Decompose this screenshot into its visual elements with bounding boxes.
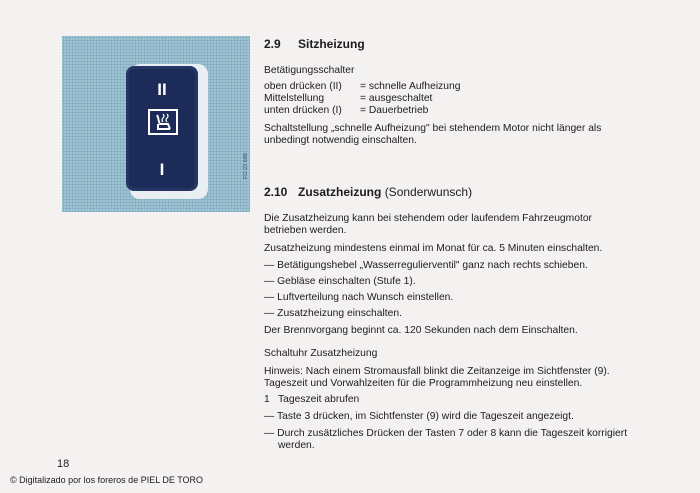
- hint-line-2: Tageszeit und Vorwahlzeiten für die Programmheizung neu einstellen.: [264, 378, 583, 389]
- section-29-note-1: Schaltstellung „schnelle Aufheizung" bei stehendem Motor nicht länger als: [264, 123, 602, 134]
- timer-title: Schaltuhr Zusatzheizung: [264, 348, 378, 359]
- section-29-heading: [264, 37, 365, 51]
- section-29-subtitle: Betätigungsschalter: [264, 65, 355, 76]
- step-item: — Luftverteilung nach Wunsch einstellen.: [264, 292, 454, 303]
- section-29-note-2: unbedingt notwendig einschalten.: [264, 135, 417, 146]
- section-29-title: Sitzheizung: [298, 37, 365, 51]
- switch-illustration: [62, 36, 250, 212]
- list-item: [264, 394, 359, 406]
- hint-line-1: Hinweis: Nach einem Stromausfall blinkt die Zeitanzeige im Sichtfenster (9).: [264, 366, 610, 377]
- step-item: — Gebläse einschalten (Stufe 1).: [264, 276, 416, 287]
- switch-row-low: unten drücken (I) = Dauerbetrieb: [264, 105, 429, 116]
- footer-credit: © Digitalizado por los foreros de PIEL DE TORO: [10, 475, 204, 485]
- section-29-number: 2.9: [264, 37, 281, 51]
- switch-row-middle: Mittelstellung = ausgeschaltet: [264, 93, 433, 104]
- section-210-title: Zusatzheizung: [298, 185, 382, 199]
- list-item-text: Tageszeit abrufen: [278, 394, 360, 405]
- switch-mark-high: II: [157, 80, 167, 99]
- list-item-number: 1: [264, 394, 270, 405]
- page-number: 18: [57, 458, 70, 470]
- section-210-title-suffix: (Sonderwunsch): [384, 185, 473, 199]
- section-210-intro-1: Die Zusatzheizung kann bei stehendem oder laufendem Fahrzeugmotor: [264, 213, 592, 224]
- step-item: — Zusatzheizung einschalten.: [264, 308, 402, 319]
- section-210-monthly: Zusatzheizung mindestens einmal im Monat für ca. 5 Minuten einschalten.: [264, 243, 603, 254]
- seat-heating-icon: [148, 109, 178, 135]
- figure-code: FO 22 688: [243, 153, 249, 179]
- step-item: — Betätigungshebel „Wasserregulierventil" ganz nach rechts schieben.: [264, 260, 588, 271]
- section-210-intro-2: betrieben werden.: [264, 225, 347, 236]
- sub-step-2-line-1: — Durch zusätzliches Drücken der Tasten 7 oder 8 kann die Tageszeit korrigiert: [264, 428, 628, 439]
- section-210-number: 2.10: [264, 185, 288, 199]
- sub-step-2-line-2: werden.: [278, 440, 315, 451]
- rocker-switch: [126, 66, 198, 191]
- switch-mark-low: I: [159, 160, 165, 179]
- section-210-burn: Der Brennvorgang beginnt ca. 120 Sekunden nach dem Einschalten.: [264, 325, 578, 336]
- sub-step-1: — Taste 3 drücken, im Sichtfenster (9) wird die Tageszeit angezeigt.: [264, 411, 574, 422]
- section-210-heading: [264, 185, 472, 199]
- switch-row-high: oben drücken (II) = schnelle Aufheizung: [264, 81, 461, 92]
